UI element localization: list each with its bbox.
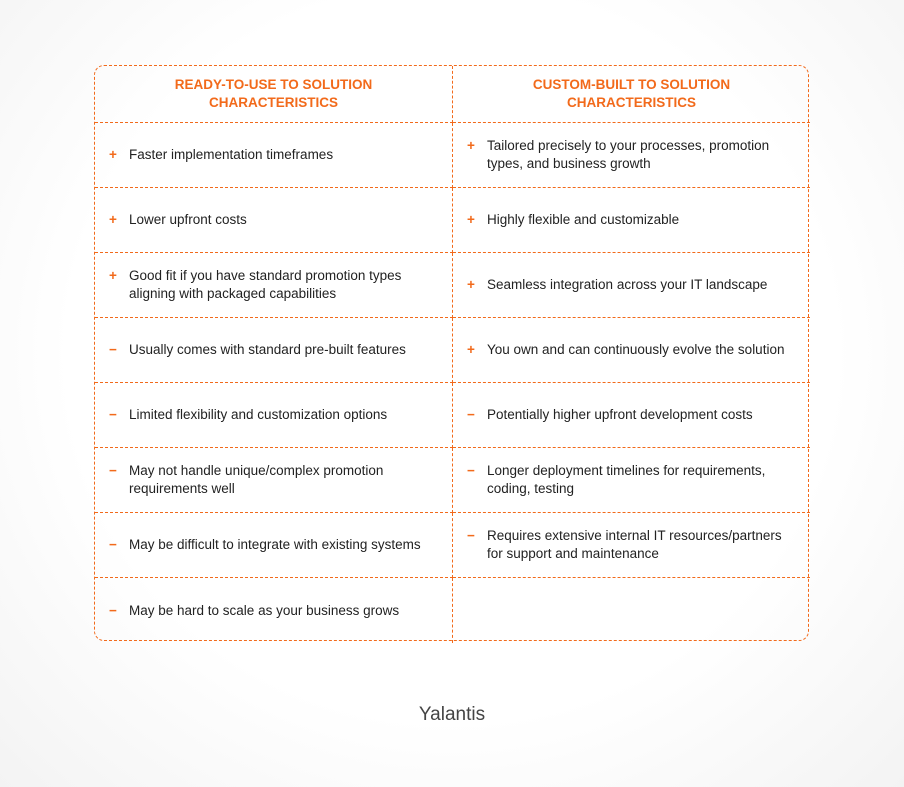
yalantis-logo: Yalantis <box>418 704 486 725</box>
item-text: Highly flexible and customizable <box>487 212 680 227</box>
item-text: Limited flexibility and customization options <box>129 407 388 422</box>
plus-icon: + <box>109 147 117 162</box>
minus-icon: − <box>467 528 475 543</box>
plus-icon: + <box>109 212 117 227</box>
list-item <box>109 267 442 303</box>
table-cell <box>453 123 810 188</box>
table-cell <box>95 123 453 188</box>
table-cell <box>95 448 453 513</box>
list-item <box>467 341 784 359</box>
item-text: Tailored precisely to your processes, promotion types, and business growth <box>487 138 770 171</box>
list-item <box>467 406 753 424</box>
list-item <box>467 211 679 229</box>
list-item <box>467 527 800 563</box>
table-cell <box>453 578 810 643</box>
table-cell <box>95 383 453 448</box>
header-ready-to-use: READY-TO-USE TO SOLUTION CHARACTERISTICS <box>95 66 453 123</box>
plus-icon: + <box>109 268 117 283</box>
comparison-table <box>94 65 809 641</box>
table-cell <box>453 253 810 318</box>
table-cell <box>453 318 810 383</box>
plus-icon: + <box>467 212 475 227</box>
item-text: You own and can continuously evolve the solution <box>487 342 785 357</box>
table-cell <box>95 318 453 383</box>
table-cell <box>453 448 810 513</box>
item-text: Lower upfront costs <box>129 212 247 227</box>
item-text: Faster implementation timeframes <box>129 147 334 162</box>
list-item <box>109 146 333 164</box>
list-item <box>109 406 387 424</box>
item-text: Longer deployment timelines for requirements, coding, testing <box>487 463 766 496</box>
list-item <box>109 211 247 229</box>
table-cell <box>95 188 453 253</box>
minus-icon: − <box>467 463 475 478</box>
table-cell <box>453 383 810 448</box>
item-text: Good fit if you have standard promotion types aligning with packaged capabilities <box>129 268 402 301</box>
table-cell <box>95 578 453 643</box>
minus-icon: − <box>109 342 117 357</box>
table-cell <box>95 253 453 318</box>
minus-icon: − <box>109 537 117 552</box>
plus-icon: + <box>467 277 475 292</box>
item-text: Usually comes with standard pre-built features <box>129 342 406 357</box>
item-text: May be hard to scale as your business grows <box>129 602 400 618</box>
list-item <box>109 341 406 359</box>
table-cell <box>95 513 453 578</box>
header-custom-built: CUSTOM-BUILT TO SOLUTION CHARACTERISTICS <box>453 66 810 123</box>
table-cell <box>453 188 810 253</box>
minus-icon: − <box>109 407 117 422</box>
item-text: May not handle unique/complex promotion requirements well <box>129 463 384 496</box>
item-text: Requires extensive internal IT resources/partners for support and maintenance <box>487 528 782 561</box>
list-item <box>467 462 800 498</box>
item-text: Potentially higher upfront development costs <box>487 407 753 422</box>
minus-icon: − <box>109 602 117 618</box>
list-item <box>109 602 399 620</box>
list-item <box>467 276 767 294</box>
minus-icon: − <box>467 407 475 422</box>
plus-icon: + <box>467 138 475 153</box>
plus-icon: + <box>467 342 475 357</box>
list-item <box>467 137 800 173</box>
item-text: May be difficult to integrate with existing systems <box>129 537 421 552</box>
list-item <box>109 462 442 498</box>
item-text: Seamless integration across your IT landscape <box>487 277 768 292</box>
table-cell <box>453 513 810 578</box>
minus-icon: − <box>109 463 117 478</box>
list-item <box>109 536 421 554</box>
